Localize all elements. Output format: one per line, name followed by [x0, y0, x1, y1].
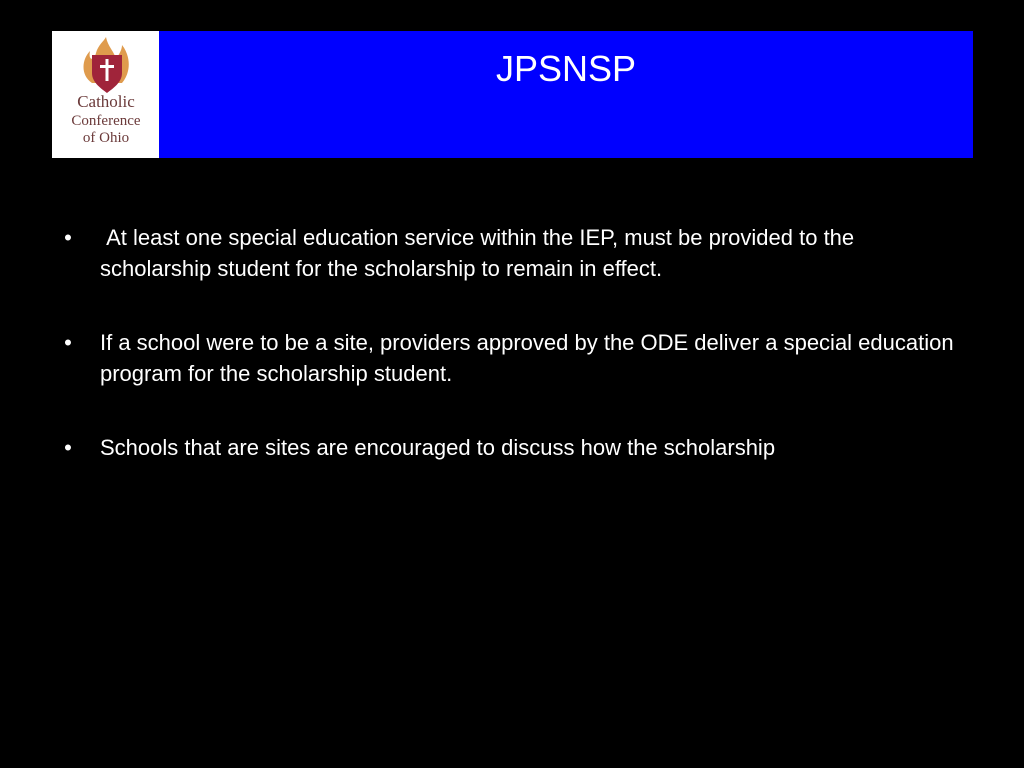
header-bar [52, 31, 973, 158]
bullet-marker: • [64, 435, 72, 460]
bullet-item-2 [58, 327, 968, 389]
logo-text-line3: of Ohio [82, 130, 130, 146]
bullet-marker: • [64, 225, 72, 250]
bullet-item-1 [58, 222, 968, 284]
slide-title: JPSNSP [495, 48, 637, 89]
bullet-list [58, 222, 968, 506]
logo-text-line2: Conference [71, 113, 141, 129]
bullet-text: If a school were to be a site, providers approved by the ODE deliver a special education program for the scholarship student. [100, 330, 954, 386]
cross-icon [106, 59, 109, 81]
bullet-text: At least one special education service within the IEP, must be provided to the scholarship student for the scholarship to remain in effect. [100, 225, 861, 281]
bullet-item-3 [58, 432, 968, 463]
logo-text-line1: Catholic [77, 92, 135, 111]
catholic-conference-of-ohio-logo [52, 31, 159, 158]
bullet-marker: • [64, 330, 72, 355]
bullet-text: Schools that are sites are encouraged to discuss how the scholarship [100, 435, 776, 460]
logo-graphic [52, 31, 159, 158]
